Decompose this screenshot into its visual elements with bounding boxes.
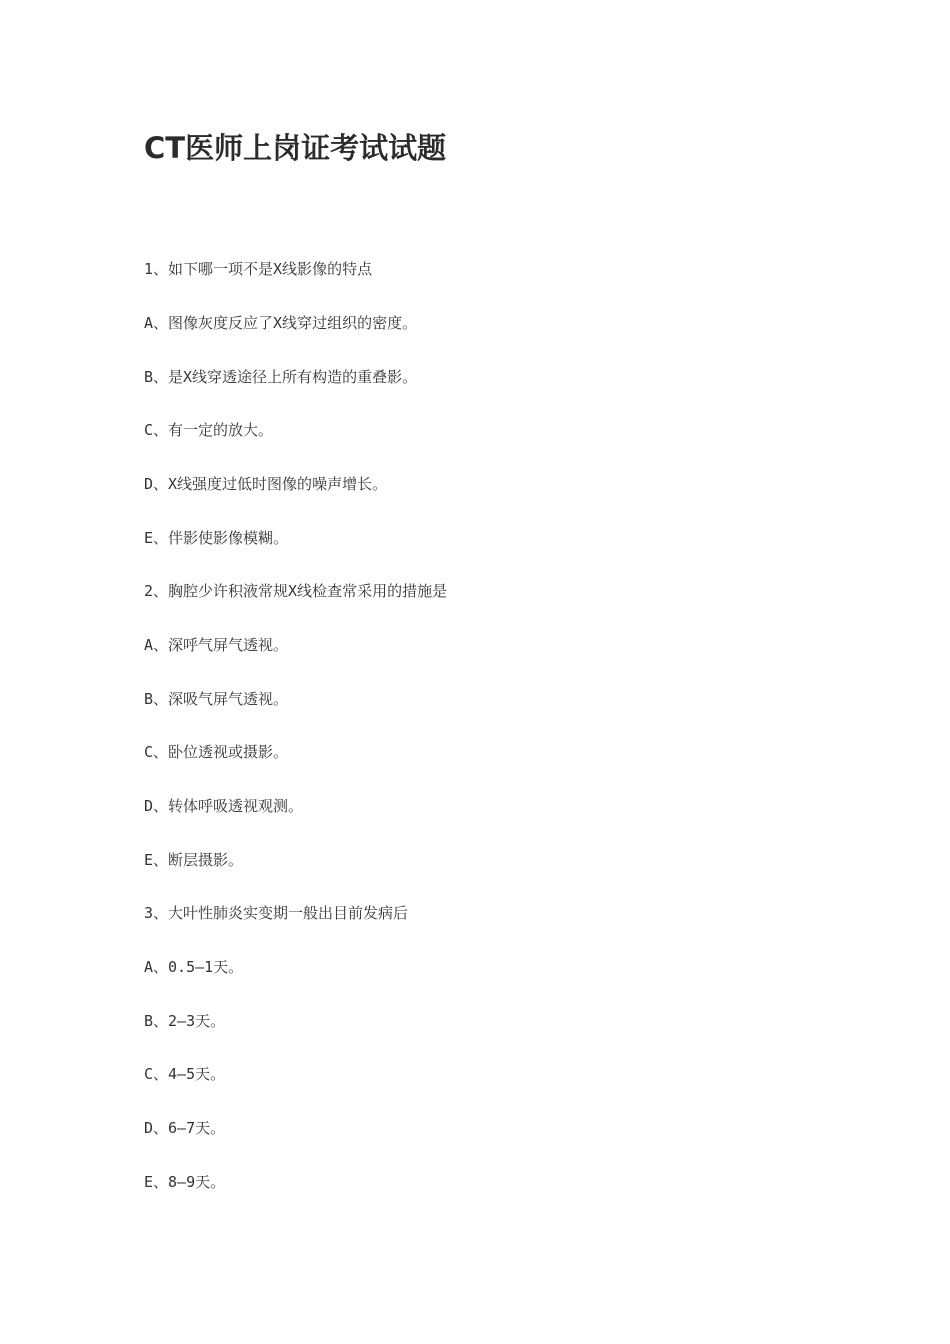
question-2-option-c: C、卧位透视或摄影。 [144,743,289,761]
question-1-option-d: D、X线强度过低时图像的噪声增长。 [144,475,388,493]
question-1-option-b: B、是X线穿透途径上所有构造的重叠影。 [144,368,418,386]
question-3-option-a: A、0.5—1天。 [144,958,244,976]
question-1-option-a: A、图像灰度反应了X线穿过组织的密度。 [144,314,418,332]
question-2-option-b: B、深吸气屏气透视。 [144,690,289,708]
question-2-option-e: E、断层摄影。 [144,851,244,869]
question-3-option-d: D、6—7天。 [144,1119,226,1137]
question-3-stem: 3、大叶性肺炎实变期一般出目前发病后 [144,904,409,922]
question-2-option-a: A、深呼气屏气透视。 [144,636,289,654]
question-3-option-e: E、8—9天。 [144,1173,226,1191]
question-2-option-d: D、转体呼吸透视观测。 [144,797,304,815]
question-1-option-c: C、有一定的放大。 [144,421,274,439]
question-1-option-e: E、伴影使影像模糊。 [144,529,289,547]
question-3-option-c: C、4—5天。 [144,1065,226,1083]
question-2-stem: 2、胸腔少许积液常规X线检查常采用的措施是 [144,582,448,600]
question-3-option-b: B、2—3天。 [144,1012,226,1030]
question-1-stem: 1、如下哪一项不是X线影像的特点 [144,260,373,278]
document-title: CT医师上岗证考试试题 [144,131,447,165]
